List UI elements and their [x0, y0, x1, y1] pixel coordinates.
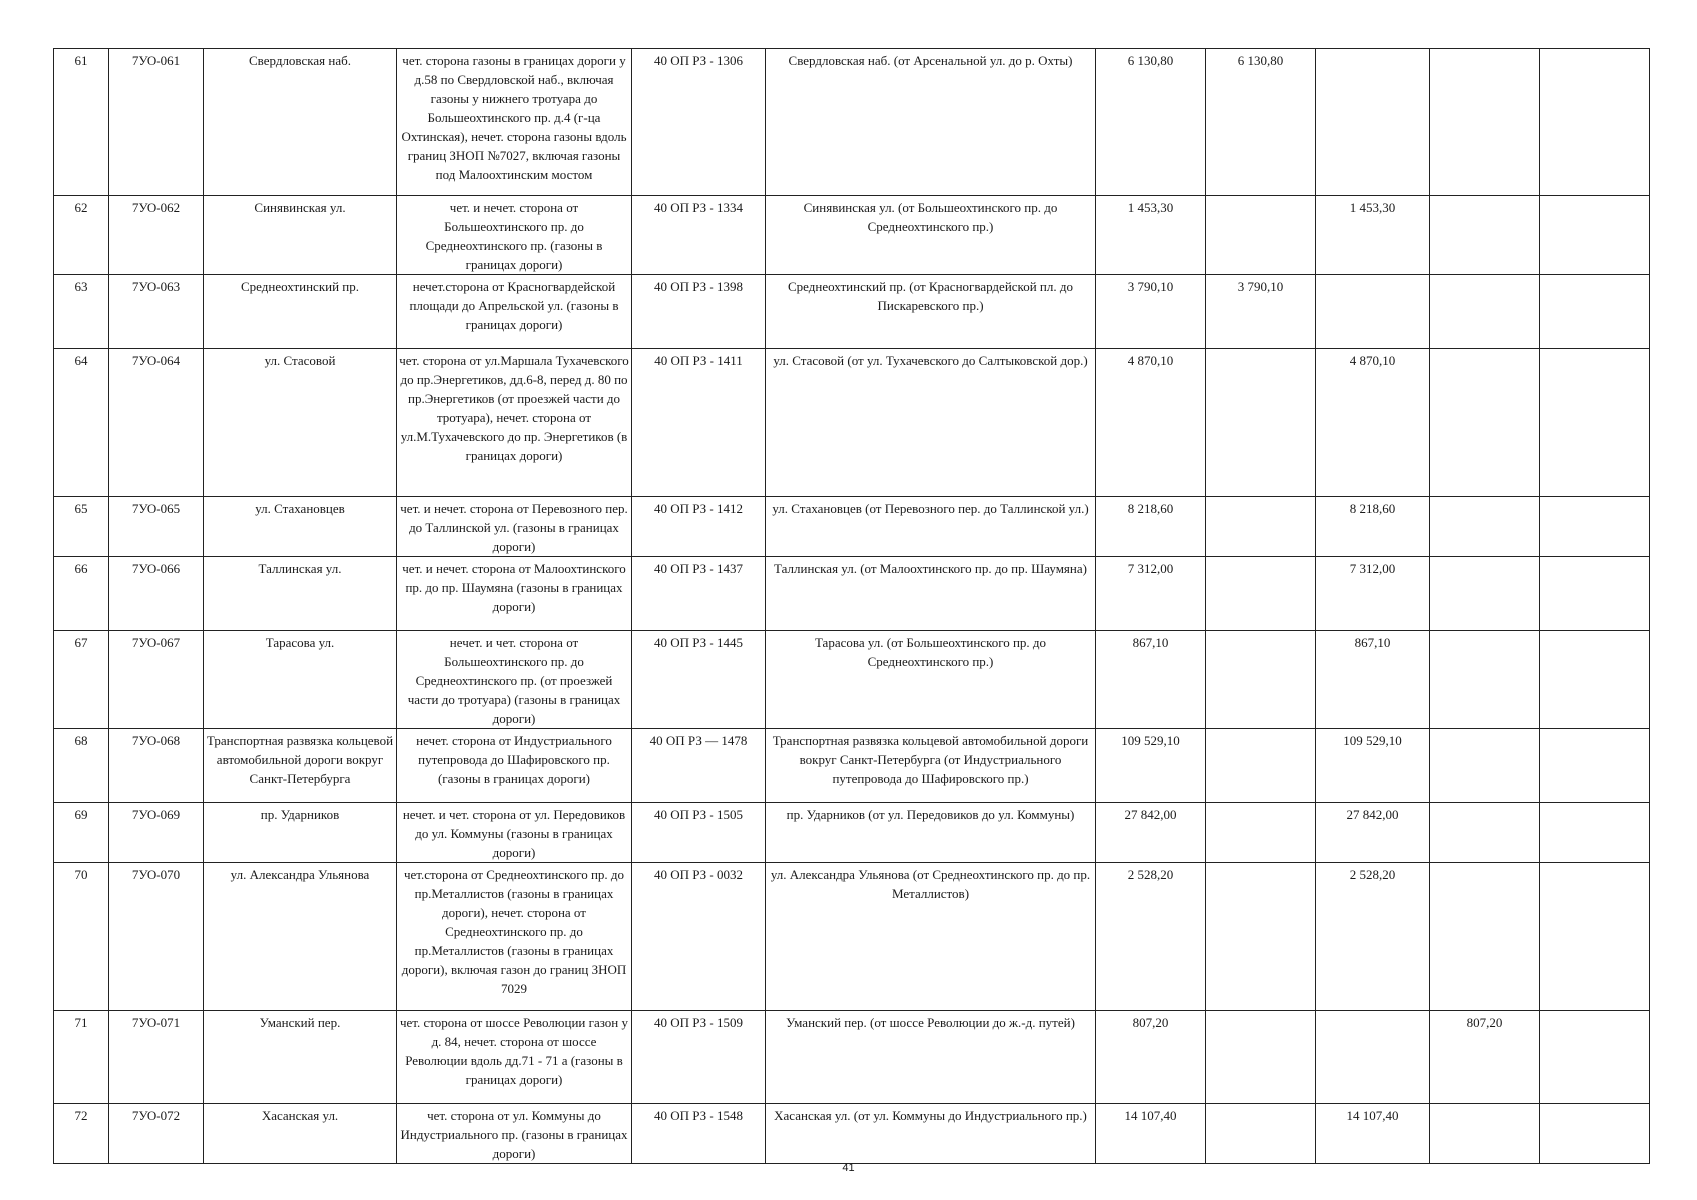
area-col-3	[1430, 557, 1540, 631]
total-area: 27 842,00	[1096, 803, 1206, 863]
area-col-2: 2 528,20	[1316, 863, 1430, 1011]
total-area: 7 312,00	[1096, 557, 1206, 631]
area-col-2: 867,10	[1316, 631, 1430, 729]
street-name: Тарасова ул.	[204, 631, 397, 729]
area-col-3	[1430, 803, 1540, 863]
table-row	[54, 196, 1650, 275]
area-col-1: 6 130,80	[1206, 49, 1316, 196]
row-number: 67	[54, 631, 109, 729]
area-col-2: 8 218,60	[1316, 497, 1430, 557]
table-row	[54, 497, 1650, 557]
total-area: 2 528,20	[1096, 863, 1206, 1011]
road-id: 40 ОП РЗ — 1478	[632, 729, 766, 803]
area-description: нечет. сторона от Индустриального путепровода до Шафировского пр. (газоны в границах дороги)	[397, 729, 632, 803]
area-description: чет. и нечет. сторона от Малоохтинского пр. до пр. Шаумяна (газоны в границах дороги)	[397, 557, 632, 631]
road-name: ул. Стахановцев (от Перевозного пер. до Таллинской ул.)	[766, 497, 1096, 557]
row-number: 64	[54, 349, 109, 497]
area-col-1	[1206, 631, 1316, 729]
row-number: 65	[54, 497, 109, 557]
table-row	[54, 863, 1650, 1011]
street-name: ул. Александра Ульянова	[204, 863, 397, 1011]
object-code: 7УО-071	[109, 1011, 204, 1104]
area-col-4	[1540, 196, 1650, 275]
table-row	[54, 803, 1650, 863]
road-name: пр. Ударников (от ул. Передовиков до ул. Коммуны)	[766, 803, 1096, 863]
road-id: 40 ОП РЗ - 1509	[632, 1011, 766, 1104]
area-col-3	[1430, 349, 1540, 497]
row-number: 62	[54, 196, 109, 275]
area-description: нечет.сторона от Красногвардейской площади до Апрельской ул. (газоны в границах дороги)	[397, 275, 632, 349]
object-code: 7УО-069	[109, 803, 204, 863]
table-row	[54, 631, 1650, 729]
row-number: 63	[54, 275, 109, 349]
area-description: чет. сторона от ул. Коммуны до Индустриального пр. (газоны в границах дороги)	[397, 1104, 632, 1164]
row-number: 66	[54, 557, 109, 631]
table-row	[54, 275, 1650, 349]
table-row	[54, 49, 1650, 196]
area-col-4	[1540, 863, 1650, 1011]
total-area: 14 107,40	[1096, 1104, 1206, 1164]
area-description: чет. сторона от шоссе Революции газон у д. 84, нечет. сторона от шоссе Революции вдоль дд.71 - 71 а (газоны в границах дороги)	[397, 1011, 632, 1104]
area-col-4	[1540, 803, 1650, 863]
street-name: Транспортная развязка кольцевой автомобильной дороги вокруг Санкт-Петербурга	[204, 729, 397, 803]
row-number: 71	[54, 1011, 109, 1104]
table-row	[54, 349, 1650, 497]
road-name: Синявинская ул. (от Большеохтинского пр. до Среднеохтинского пр.)	[766, 196, 1096, 275]
street-name: ул. Стахановцев	[204, 497, 397, 557]
object-code: 7УО-064	[109, 349, 204, 497]
total-area: 109 529,10	[1096, 729, 1206, 803]
area-col-4	[1540, 1104, 1650, 1164]
road-name: Хасанская ул. (от ул. Коммуны до Индустриального пр.)	[766, 1104, 1096, 1164]
area-col-1	[1206, 1011, 1316, 1104]
area-col-1	[1206, 196, 1316, 275]
area-description: нечет. и чет. сторона от ул. Передовиков до ул. Коммуны (газоны в границах дороги)	[397, 803, 632, 863]
total-area: 3 790,10	[1096, 275, 1206, 349]
area-col-4	[1540, 631, 1650, 729]
area-col-3	[1430, 863, 1540, 1011]
road-id: 40 ОП РЗ - 1505	[632, 803, 766, 863]
object-code: 7УО-068	[109, 729, 204, 803]
area-col-1	[1206, 497, 1316, 557]
area-col-2: 27 842,00	[1316, 803, 1430, 863]
area-col-2: 7 312,00	[1316, 557, 1430, 631]
street-name: ул. Стасовой	[204, 349, 397, 497]
street-name: Синявинская ул.	[204, 196, 397, 275]
street-name: Хасанская ул.	[204, 1104, 397, 1164]
road-id: 40 ОП РЗ - 1412	[632, 497, 766, 557]
table-row	[54, 729, 1650, 803]
road-id: 40 ОП РЗ - 1548	[632, 1104, 766, 1164]
area-col-3	[1430, 729, 1540, 803]
area-col-1	[1206, 729, 1316, 803]
total-area: 8 218,60	[1096, 497, 1206, 557]
area-description: чет. и нечет. сторона от Большеохтинского пр. до Среднеохтинского пр. (газоны в границах дороги)	[397, 196, 632, 275]
object-code: 7УО-063	[109, 275, 204, 349]
row-number: 61	[54, 49, 109, 196]
area-col-3	[1430, 631, 1540, 729]
road-id: 40 ОП РЗ - 1445	[632, 631, 766, 729]
area-col-3	[1430, 196, 1540, 275]
street-name: Уманский пер.	[204, 1011, 397, 1104]
table-row	[54, 1011, 1650, 1104]
area-col-3	[1430, 275, 1540, 349]
area-col-3: 807,20	[1430, 1011, 1540, 1104]
page-number: 41	[842, 1162, 855, 1174]
total-area: 4 870,10	[1096, 349, 1206, 497]
area-col-4	[1540, 557, 1650, 631]
area-col-2	[1316, 49, 1430, 196]
area-col-1	[1206, 803, 1316, 863]
road-id: 40 ОП РЗ - 1398	[632, 275, 766, 349]
area-col-1	[1206, 557, 1316, 631]
total-area: 867,10	[1096, 631, 1206, 729]
area-col-3	[1430, 497, 1540, 557]
area-col-4	[1540, 729, 1650, 803]
road-name: ул. Александра Ульянова (от Среднеохтинского пр. до пр. Металлистов)	[766, 863, 1096, 1011]
area-col-2: 1 453,30	[1316, 196, 1430, 275]
object-code: 7УО-067	[109, 631, 204, 729]
area-col-4	[1540, 275, 1650, 349]
area-col-4	[1540, 349, 1650, 497]
area-col-4	[1540, 497, 1650, 557]
row-number: 68	[54, 729, 109, 803]
road-name: ул. Стасовой (от ул. Тухачевского до Салтыковской дор.)	[766, 349, 1096, 497]
data-table	[53, 48, 1650, 1164]
road-name: Уманский пер. (от шоссе Революции до ж.-д. путей)	[766, 1011, 1096, 1104]
street-name: Таллинская ул.	[204, 557, 397, 631]
road-id: 40 ОП РЗ - 1306	[632, 49, 766, 196]
area-description: чет. сторона от ул.Маршала Тухачевского до пр.Энергетиков, дд.6-8, перед д. 80 по пр.Энергетиков (от проезжей части до тротуара), нечет. сторона от ул.М.Тухачевского до пр. Энергетиков (в границах дороги)	[397, 349, 632, 497]
row-number: 72	[54, 1104, 109, 1164]
area-col-1	[1206, 349, 1316, 497]
road-name: Таллинская ул. (от Малоохтинского пр. до пр. Шаумяна)	[766, 557, 1096, 631]
row-number: 70	[54, 863, 109, 1011]
street-name: пр. Ударников	[204, 803, 397, 863]
object-code: 7УО-070	[109, 863, 204, 1011]
road-name: Среднеохтинский пр. (от Красногвардейской пл. до Пискаревского пр.)	[766, 275, 1096, 349]
object-code: 7УО-062	[109, 196, 204, 275]
road-id: 40 ОП РЗ - 1334	[632, 196, 766, 275]
area-col-1: 3 790,10	[1206, 275, 1316, 349]
area-description: чет. сторона газоны в границах дороги у д.58 по Свердловской наб., включая газоны у нижнего тротуара до Большеохтинского пр. д.4 (г-ца Охтинская), нечет. сторона газоны вдоль границ ЗНОП №7027, включая газоны под Малоохтинским мостом	[397, 49, 632, 196]
street-name: Свердловская наб.	[204, 49, 397, 196]
road-name: Тарасова ул. (от Большеохтинского пр. до Среднеохтинского пр.)	[766, 631, 1096, 729]
road-id: 40 ОП РЗ - 0032	[632, 863, 766, 1011]
table-row	[54, 1104, 1650, 1164]
total-area: 6 130,80	[1096, 49, 1206, 196]
table-row	[54, 557, 1650, 631]
area-col-2	[1316, 275, 1430, 349]
object-code: 7УО-061	[109, 49, 204, 196]
road-name: Транспортная развязка кольцевой автомобильной дороги вокруг Санкт-Петербурга (от Индустриального путепровода до Шафировского пр.)	[766, 729, 1096, 803]
road-id: 40 ОП РЗ - 1437	[632, 557, 766, 631]
area-col-4	[1540, 49, 1650, 196]
object-code: 7УО-065	[109, 497, 204, 557]
total-area: 1 453,30	[1096, 196, 1206, 275]
area-col-2: 14 107,40	[1316, 1104, 1430, 1164]
object-code: 7УО-066	[109, 557, 204, 631]
area-description: чет.сторона от Среднеохтинского пр. до пр.Металлистов (газоны в границах дороги), нечет. сторона от Среднеохтинского пр. до пр.Металлистов (газоны в границах дороги), включая газон до границ ЗНОП 7029	[397, 863, 632, 1011]
row-number: 69	[54, 803, 109, 863]
area-col-3	[1430, 49, 1540, 196]
area-col-2: 4 870,10	[1316, 349, 1430, 497]
area-col-4	[1540, 1011, 1650, 1104]
area-description: чет. и нечет. сторона от Перевозного пер. до Таллинской ул. (газоны в границах дороги)	[397, 497, 632, 557]
area-col-2	[1316, 1011, 1430, 1104]
street-name: Среднеохтинский пр.	[204, 275, 397, 349]
area-col-1	[1206, 863, 1316, 1011]
area-col-1	[1206, 1104, 1316, 1164]
road-name: Свердловская наб. (от Арсенальной ул. до р. Охты)	[766, 49, 1096, 196]
area-col-3	[1430, 1104, 1540, 1164]
road-id: 40 ОП РЗ - 1411	[632, 349, 766, 497]
area-col-2: 109 529,10	[1316, 729, 1430, 803]
object-code: 7УО-072	[109, 1104, 204, 1164]
total-area: 807,20	[1096, 1011, 1206, 1104]
area-description: нечет. и чет. сторона от Большеохтинского пр. до Среднеохтинского пр. (от проезжей части до тротуара) (газоны в границах дороги)	[397, 631, 632, 729]
